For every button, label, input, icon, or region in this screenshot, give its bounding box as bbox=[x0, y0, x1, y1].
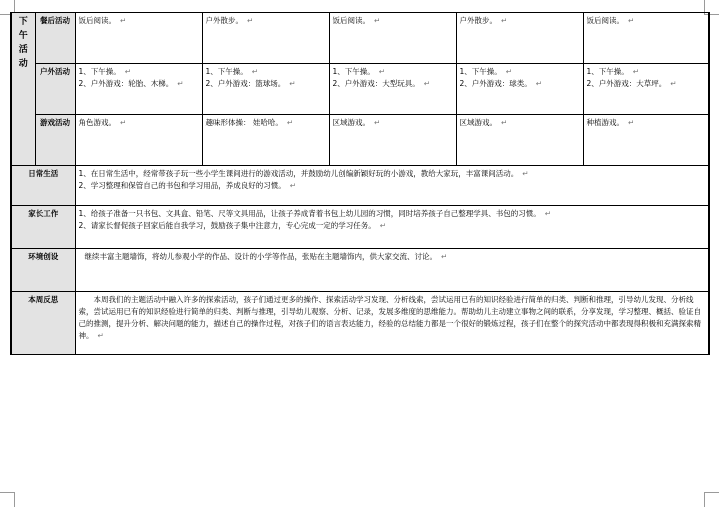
paragraph-mark: ↵ bbox=[374, 16, 381, 25]
cell-line: 2、户外游戏：大草坪。 ↵ bbox=[586, 79, 677, 88]
weekly-plan-table bbox=[10, 12, 710, 355]
cell-line: 1、下午操。 ↵ bbox=[459, 67, 513, 76]
cell-line: 种植游戏。 ↵ bbox=[586, 118, 635, 127]
table-cell[interactable] bbox=[329, 115, 456, 166]
paragraph-mark: ↵ bbox=[628, 118, 635, 127]
row-label-cell bbox=[35, 115, 75, 166]
cell-line: 区域游戏。 ↵ bbox=[459, 118, 508, 127]
cell-line: 2、户外游戏：轮胎、木梯。 ↵ bbox=[78, 79, 184, 88]
paragraph-mark: ↵ bbox=[379, 221, 387, 230]
row-label-cell bbox=[35, 13, 75, 64]
environment-label-cell bbox=[11, 249, 75, 292]
paragraph-mark: ↵ bbox=[505, 67, 513, 76]
table-row bbox=[11, 249, 709, 292]
table-cell[interactable] bbox=[329, 13, 456, 64]
daily-life-content[interactable] bbox=[75, 166, 709, 206]
table-cell[interactable] bbox=[75, 13, 202, 64]
reflection-label: 本周反思 bbox=[28, 295, 59, 304]
table-cell[interactable] bbox=[202, 64, 329, 115]
parent-work-content[interactable] bbox=[75, 206, 709, 249]
paragraph-mark: ↵ bbox=[247, 16, 254, 25]
reflection-content[interactable] bbox=[75, 292, 709, 355]
table-cell[interactable] bbox=[583, 64, 709, 115]
daily-life-line: 2、学习整理和保管自己的书包和学习用品，养成良好的习惯。 ↵ bbox=[78, 181, 297, 190]
paragraph-mark: ↵ bbox=[423, 79, 431, 88]
table-cell[interactable] bbox=[202, 115, 329, 166]
cell-line: 区域游戏。 ↵ bbox=[332, 118, 381, 127]
paragraph-mark: ↵ bbox=[535, 79, 543, 88]
paragraph-mark: ↵ bbox=[501, 16, 508, 25]
reflection-text: 本周我们的主题活动中融入许多的探索活动，孩子们通过更多的操作、探索活动学习发现、分析线索，尝试运用已有的知识经验进行简单的归类、判断和推理，引导幼儿发现、分析线索，尝试运用已有的知识经验进行简单的归类、判断与推理，引导幼儿观察、分析、记录，发展多维度的思维能力。帮助幼儿主动建立事物之间的联系，分享发现，学习整理、概括、验证自己的推测，提升分析、解决问题的能力，描述自己的操作过程，对孩子们的语言表达能力，经验的总结能力都是一个很好的锻炼过程，孩子们在整个的探究活动中都表现得积极和充满探索精神。 ↵ bbox=[78, 295, 701, 340]
parent-work-label-cell bbox=[11, 206, 75, 249]
table-row bbox=[11, 292, 709, 355]
parent-work-line: 1、给孩子准备一只书包、文具盒、铅笔、尺等文具用品，让孩子养成背着书包上幼儿园的习惯，同时培养孩子自己整理学具、书包的习惯。 ↵ bbox=[78, 209, 552, 218]
paragraph-mark: ↵ bbox=[289, 181, 297, 190]
cell-line: 户外散步。 ↵ bbox=[459, 16, 508, 25]
table-cell[interactable] bbox=[202, 13, 329, 64]
paragraph-mark: ↵ bbox=[251, 67, 259, 76]
afternoon-category-cell bbox=[11, 13, 35, 166]
daily-life-line: 1、在日常生活中，经常带孩子玩一些小学生课间进行的游戏活动，并鼓励幼儿创编新颖好玩的小游戏，教给大家玩，丰富课间活动。 ↵ bbox=[78, 169, 529, 178]
afternoon-category-label: 下午活动 bbox=[18, 17, 28, 69]
cell-line: 饭后阅读。 ↵ bbox=[586, 16, 635, 25]
row-label: 户外活动 bbox=[40, 67, 70, 76]
paragraph-mark: ↵ bbox=[378, 67, 386, 76]
cell-line: 1、下午操。 ↵ bbox=[205, 67, 259, 76]
paragraph-mark: ↵ bbox=[632, 67, 640, 76]
environment-label: 环境创设 bbox=[28, 252, 59, 261]
cell-line: 1、下午操。 ↵ bbox=[78, 67, 132, 76]
paragraph-mark: ↵ bbox=[501, 118, 508, 127]
cell-line: 1、下午操。 ↵ bbox=[586, 67, 640, 76]
paragraph-mark: ↵ bbox=[374, 118, 381, 127]
paragraph-mark: ↵ bbox=[124, 67, 132, 76]
row-label: 餐后活动 bbox=[40, 16, 70, 25]
reflection-label-cell bbox=[11, 292, 75, 355]
table-cell[interactable] bbox=[456, 115, 583, 166]
table-cell[interactable] bbox=[583, 13, 709, 64]
page-corner-mark bbox=[0, 492, 15, 507]
environment-content[interactable] bbox=[75, 249, 709, 292]
table-row bbox=[11, 166, 709, 206]
row-label-cell bbox=[35, 64, 75, 115]
cell-line: 饭后阅读。 ↵ bbox=[78, 16, 127, 25]
paragraph-mark: ↵ bbox=[522, 169, 529, 178]
row-label: 游戏活动 bbox=[40, 118, 70, 127]
table-cell[interactable] bbox=[329, 64, 456, 115]
paragraph-mark: ↵ bbox=[120, 16, 127, 25]
paragraph-mark: ↵ bbox=[670, 79, 677, 88]
paragraph-mark: ↵ bbox=[544, 209, 552, 218]
paragraph-mark: ↵ bbox=[177, 79, 184, 88]
paragraph-mark: ↵ bbox=[120, 118, 127, 127]
cell-line: 2、户外游戏：大型玩具。 ↵ bbox=[332, 79, 431, 88]
daily-life-label: 日常生活 bbox=[28, 169, 59, 178]
paragraph-mark: ↵ bbox=[628, 16, 635, 25]
daily-life-label-cell bbox=[11, 166, 75, 206]
paragraph-mark: ↵ bbox=[97, 331, 104, 340]
paragraph-mark: ↵ bbox=[286, 118, 294, 127]
table-row bbox=[11, 115, 709, 166]
table-cell[interactable] bbox=[456, 13, 583, 64]
cell-line: 趣味形体操： 娃哈哈。 ↵ bbox=[205, 118, 294, 127]
table-cell[interactable] bbox=[75, 64, 202, 115]
table-cell[interactable] bbox=[583, 115, 709, 166]
cell-line: 1、下午操。 ↵ bbox=[332, 67, 386, 76]
parent-work-label: 家长工作 bbox=[28, 209, 59, 218]
table-cell[interactable] bbox=[75, 115, 202, 166]
parent-work-line: 2、请家长督促孩子回家后能自我学习，鼓励孩子集中注意力，专心完成一定的学习任务。 ↵ bbox=[78, 221, 387, 230]
cell-line: 2、户外游戏：篮球场。 ↵ bbox=[205, 79, 296, 88]
cell-line: 2、户外游戏：球类。 ↵ bbox=[459, 79, 543, 88]
table-row bbox=[11, 64, 709, 115]
paragraph-mark: ↵ bbox=[441, 252, 448, 261]
table-row bbox=[11, 206, 709, 249]
paragraph-mark: ↵ bbox=[289, 79, 296, 88]
table-cell[interactable] bbox=[456, 64, 583, 115]
environment-text: 继续丰富主题墙饰，将幼儿参观小学的作品、设计的小学等作品，张贴在主题墙饰内，供大家交流、讨论。 ↵ bbox=[84, 252, 448, 261]
table-row bbox=[11, 13, 709, 64]
cell-line: 角色游戏。 ↵ bbox=[78, 118, 127, 127]
cell-line: 饭后阅读。 ↵ bbox=[332, 16, 381, 25]
page-corner-mark bbox=[704, 492, 719, 507]
cell-line: 户外散步。 ↵ bbox=[205, 16, 254, 25]
